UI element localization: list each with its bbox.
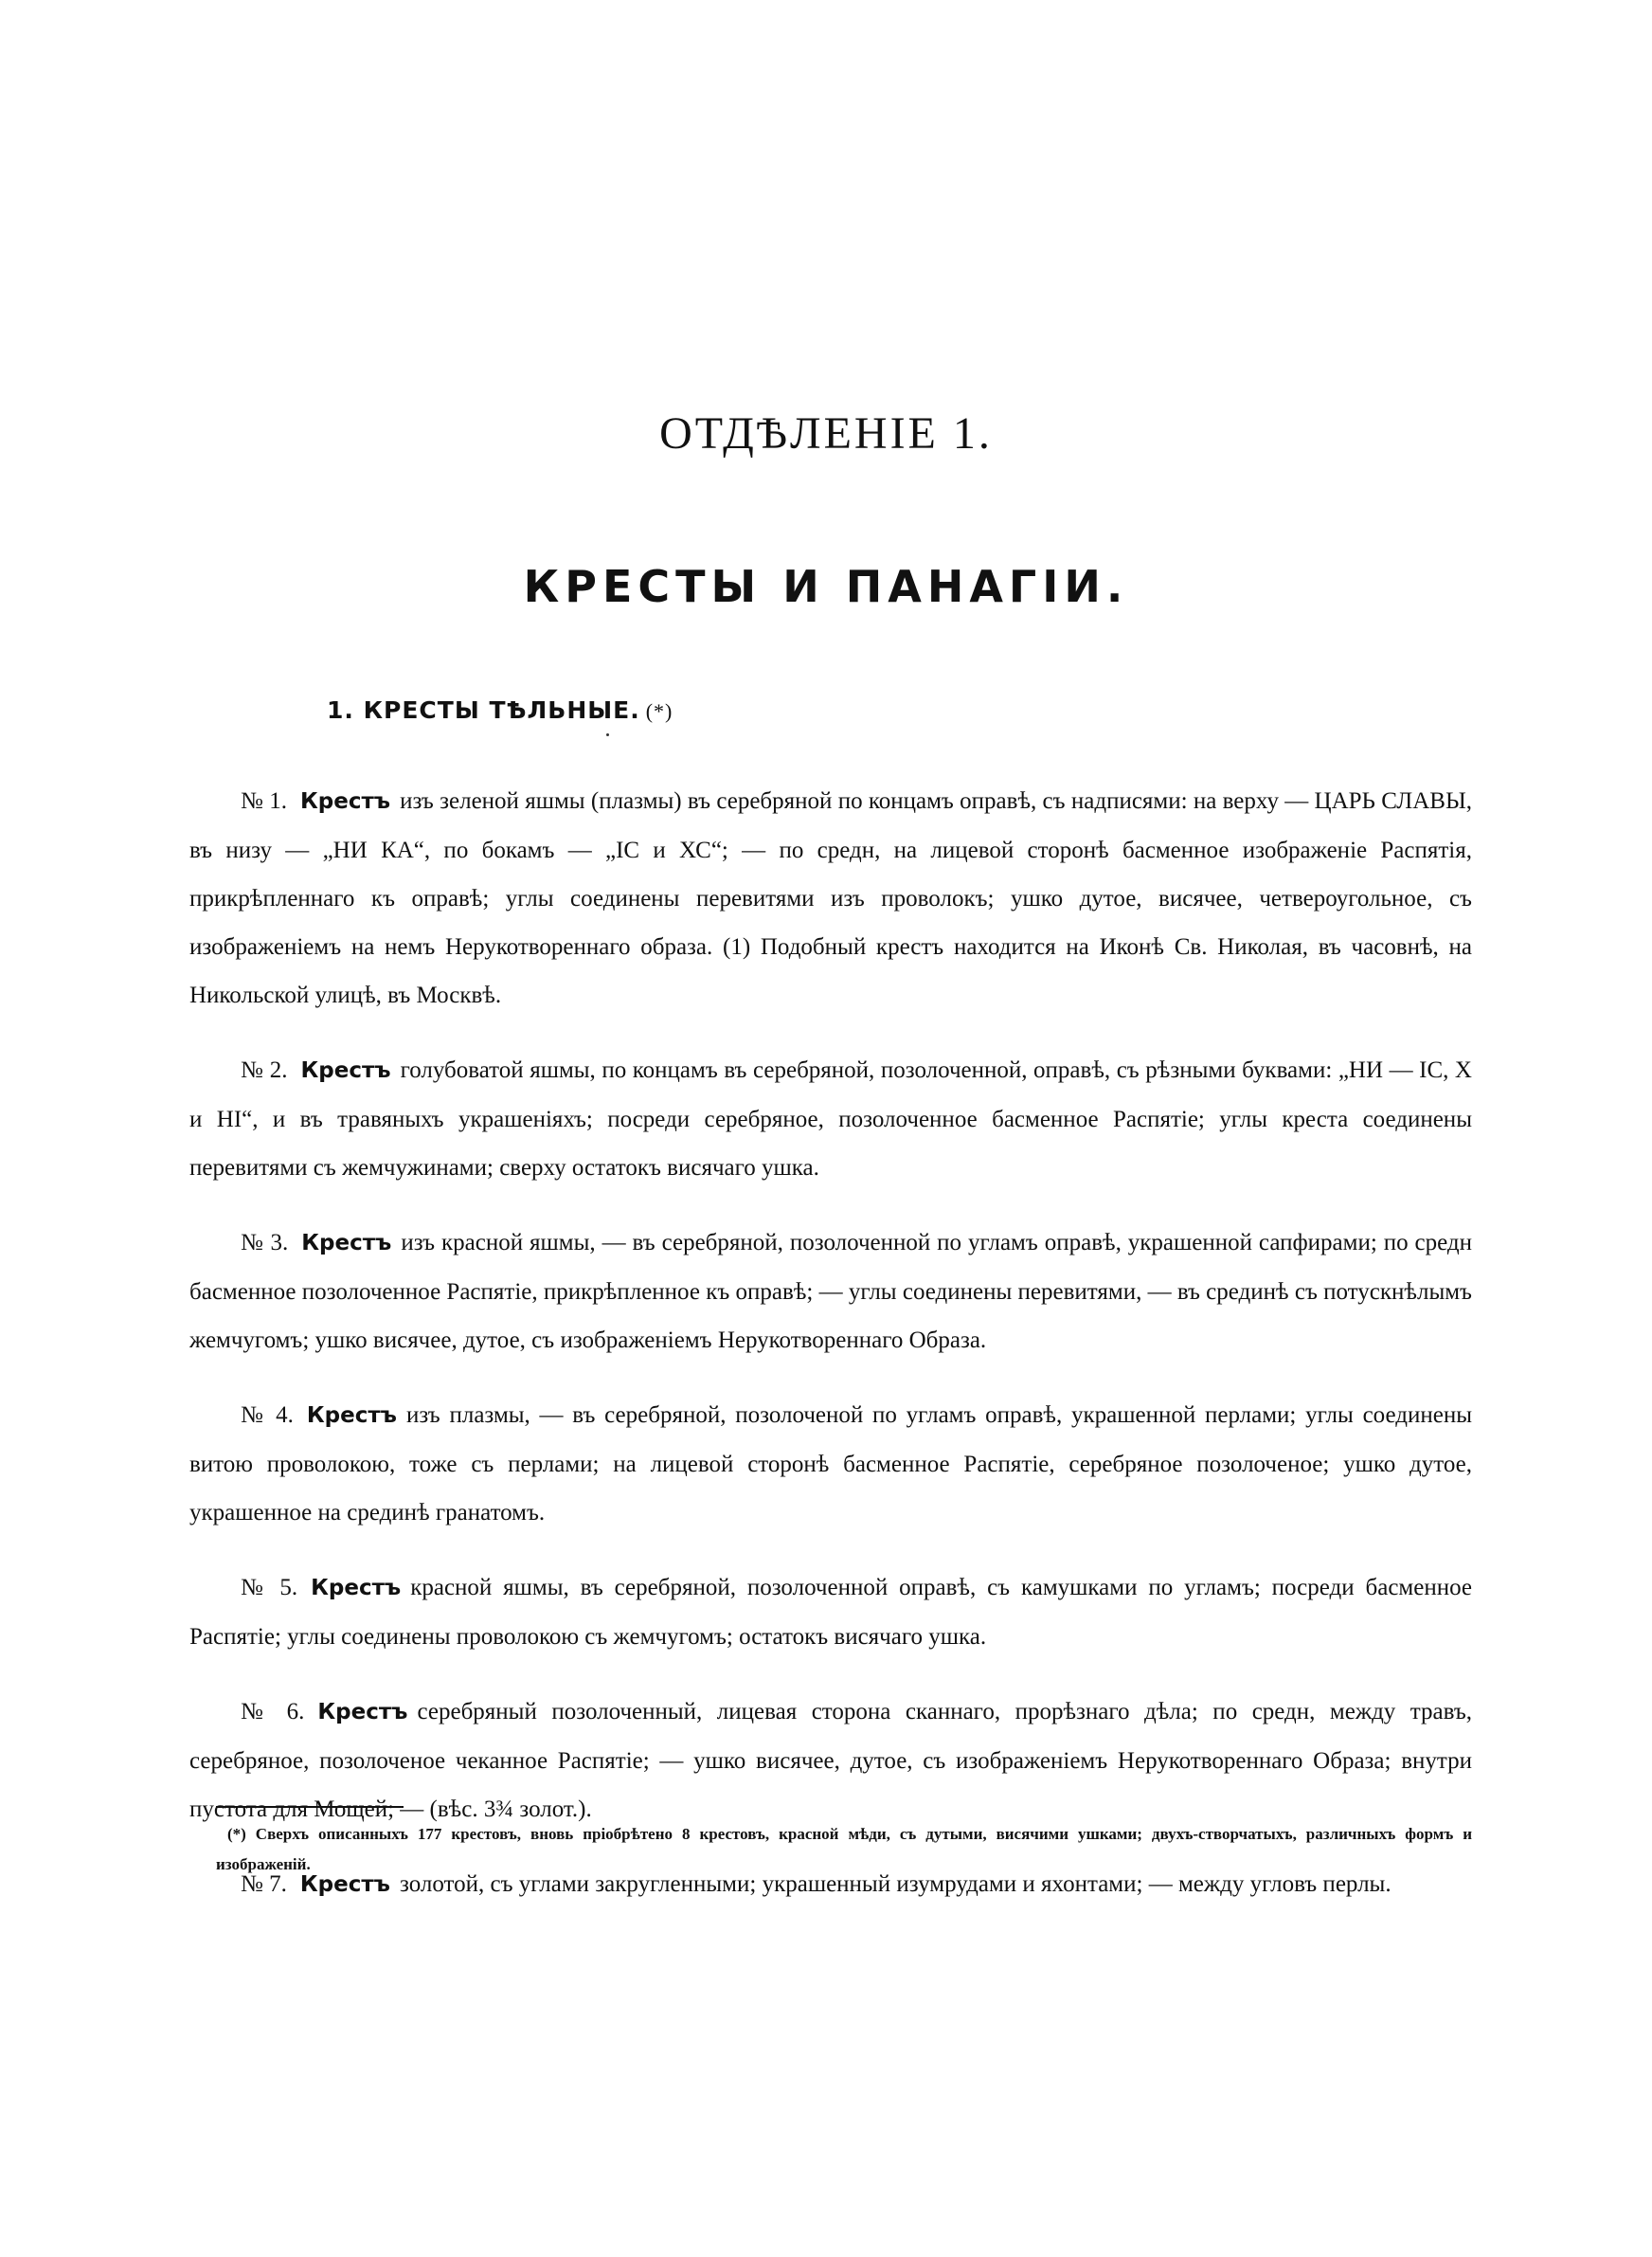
entry-number: № 4.: [241, 1402, 294, 1428]
department-title: ОТДѢЛЕНІЕ 1.: [659, 408, 993, 459]
entry-number: № 3.: [241, 1230, 289, 1255]
entry-heading: Крестъ: [301, 1231, 392, 1255]
subsection-title-text: 1. КРЕСТЫ ТѢЛЬНЫЕ.: [327, 696, 640, 724]
entry-text: красной яшмы, въ серебряной, позолоченной оправѣ, съ камушками по угламъ; посреди басменное Распятіе; углы соединены проволокою съ жемчугомъ; остатокъ висячаго ушка.: [189, 1575, 1472, 1650]
entry-text: голубоватой яшмы, по концамъ въ серебряной, позолоченной, оправѣ, съ рѣзными буквами: „НИ — IС, Х и НІ“, и въ травяныхъ украшеніяхъ; посреди серебряное, позолоченное басменное Распятіе; углы креста соединены перевитями съ жемчужинами; сверху остатокъ висячаго ушка.: [189, 1057, 1472, 1181]
footnote: (*) Сверхъ описанныхъ 177 крестовъ, вновь пріобрѣтено 8 крестовъ, красной мѣди, съ дутыми, висячими ушками; двухъ-створчатыхъ, различныхъ формъ и изображеній.: [216, 1825, 1472, 1873]
entry-number: № 6.: [241, 1699, 305, 1724]
entry-list: [189, 777, 1472, 1936]
entry-heading: Крестъ: [306, 1403, 397, 1428]
entry-text: изъ красной яшмы, — въ серебряной, позолоченной по угламъ оправѣ, украшенной сапфирами; по средн басменное позолоченное Распятіе, прикрѣпленное къ оправѣ; — углы соединены перевитями, — въ срединѣ съ потускнѣлымъ жемчугомъ; ушко висячее, дутое, съ изображеніемъ Нерукотвореннаго Образа.: [189, 1230, 1472, 1353]
footnote-divider: [216, 1806, 404, 1808]
entry-heading: Крестъ: [317, 1700, 408, 1724]
entry-heading: Крестъ: [300, 1058, 391, 1083]
section-title: КРЕСТЫ И ПАНАГІИ.: [523, 561, 1129, 612]
entry-3: [189, 1219, 1472, 1364]
entry-text: золотой, съ углами закругленными; украшенный изумрудами и яхонтами; — между угловъ перлы.: [399, 1871, 1392, 1897]
entry-heading: Крестъ: [311, 1576, 402, 1600]
subsection-title: [327, 696, 673, 724]
entry-number: № 1.: [241, 788, 287, 814]
footnote-reference: (*): [645, 699, 673, 723]
entry-6: [189, 1688, 1472, 1833]
entry-heading: Крестъ: [299, 789, 391, 814]
entry-1: [189, 777, 1472, 1020]
entry-number: № 5.: [241, 1575, 298, 1600]
entry-text: изъ плазмы, — въ серебряной, позолоченой по угламъ оправѣ, украшенной перлами; углы соединены витою проволокою, тоже съ перлами; на лицевой сторонѣ басменное Распятіе, серебряное позолоченое; ушко дутое, украшенное на срединѣ гранатомъ.: [189, 1402, 1472, 1526]
entry-2: [189, 1046, 1472, 1192]
entry-5: [189, 1563, 1472, 1661]
entry-heading: Крестъ: [299, 1872, 390, 1897]
entry-text: серебряный позолоченный, лицевая сторона сканнаго, прорѣзнаго дѣла; по средн, между травъ, серебряное, позолоченое чеканное Распятіе; — ушко висячее, дутое, съ изображеніемъ Нерукотвореннаго Образа; внутри пустота для Мощей; — (вѣс. 3¾ золот.).: [189, 1699, 1472, 1822]
stray-dot: [606, 733, 609, 736]
entry-4: [189, 1391, 1472, 1537]
entry-number: № 2.: [241, 1057, 288, 1083]
entry-text: изъ зеленой яшмы (плазмы) въ серебряной по концамъ оправѣ, съ надписями: на верху — ЦАРЬ СЛАВЫ, въ низу — „НИ КА“, по бокамъ — „IС и ХС“; — по средн, на лицевой сторонѣ басменное изображеніе Распятія, прикрѣпленнаго къ оправѣ; углы соединены перевитями изъ проволокъ; ушко дутое, висячее, четвероугольное, съ изображеніемъ на немъ Нерукотвореннаго образа. (1) Подобный крестъ находится на Иконѣ Св. Николая, въ часовнѣ, на Никольской улицѣ, въ Москвѣ.: [189, 788, 1472, 1008]
entry-number: № 7.: [241, 1871, 287, 1897]
